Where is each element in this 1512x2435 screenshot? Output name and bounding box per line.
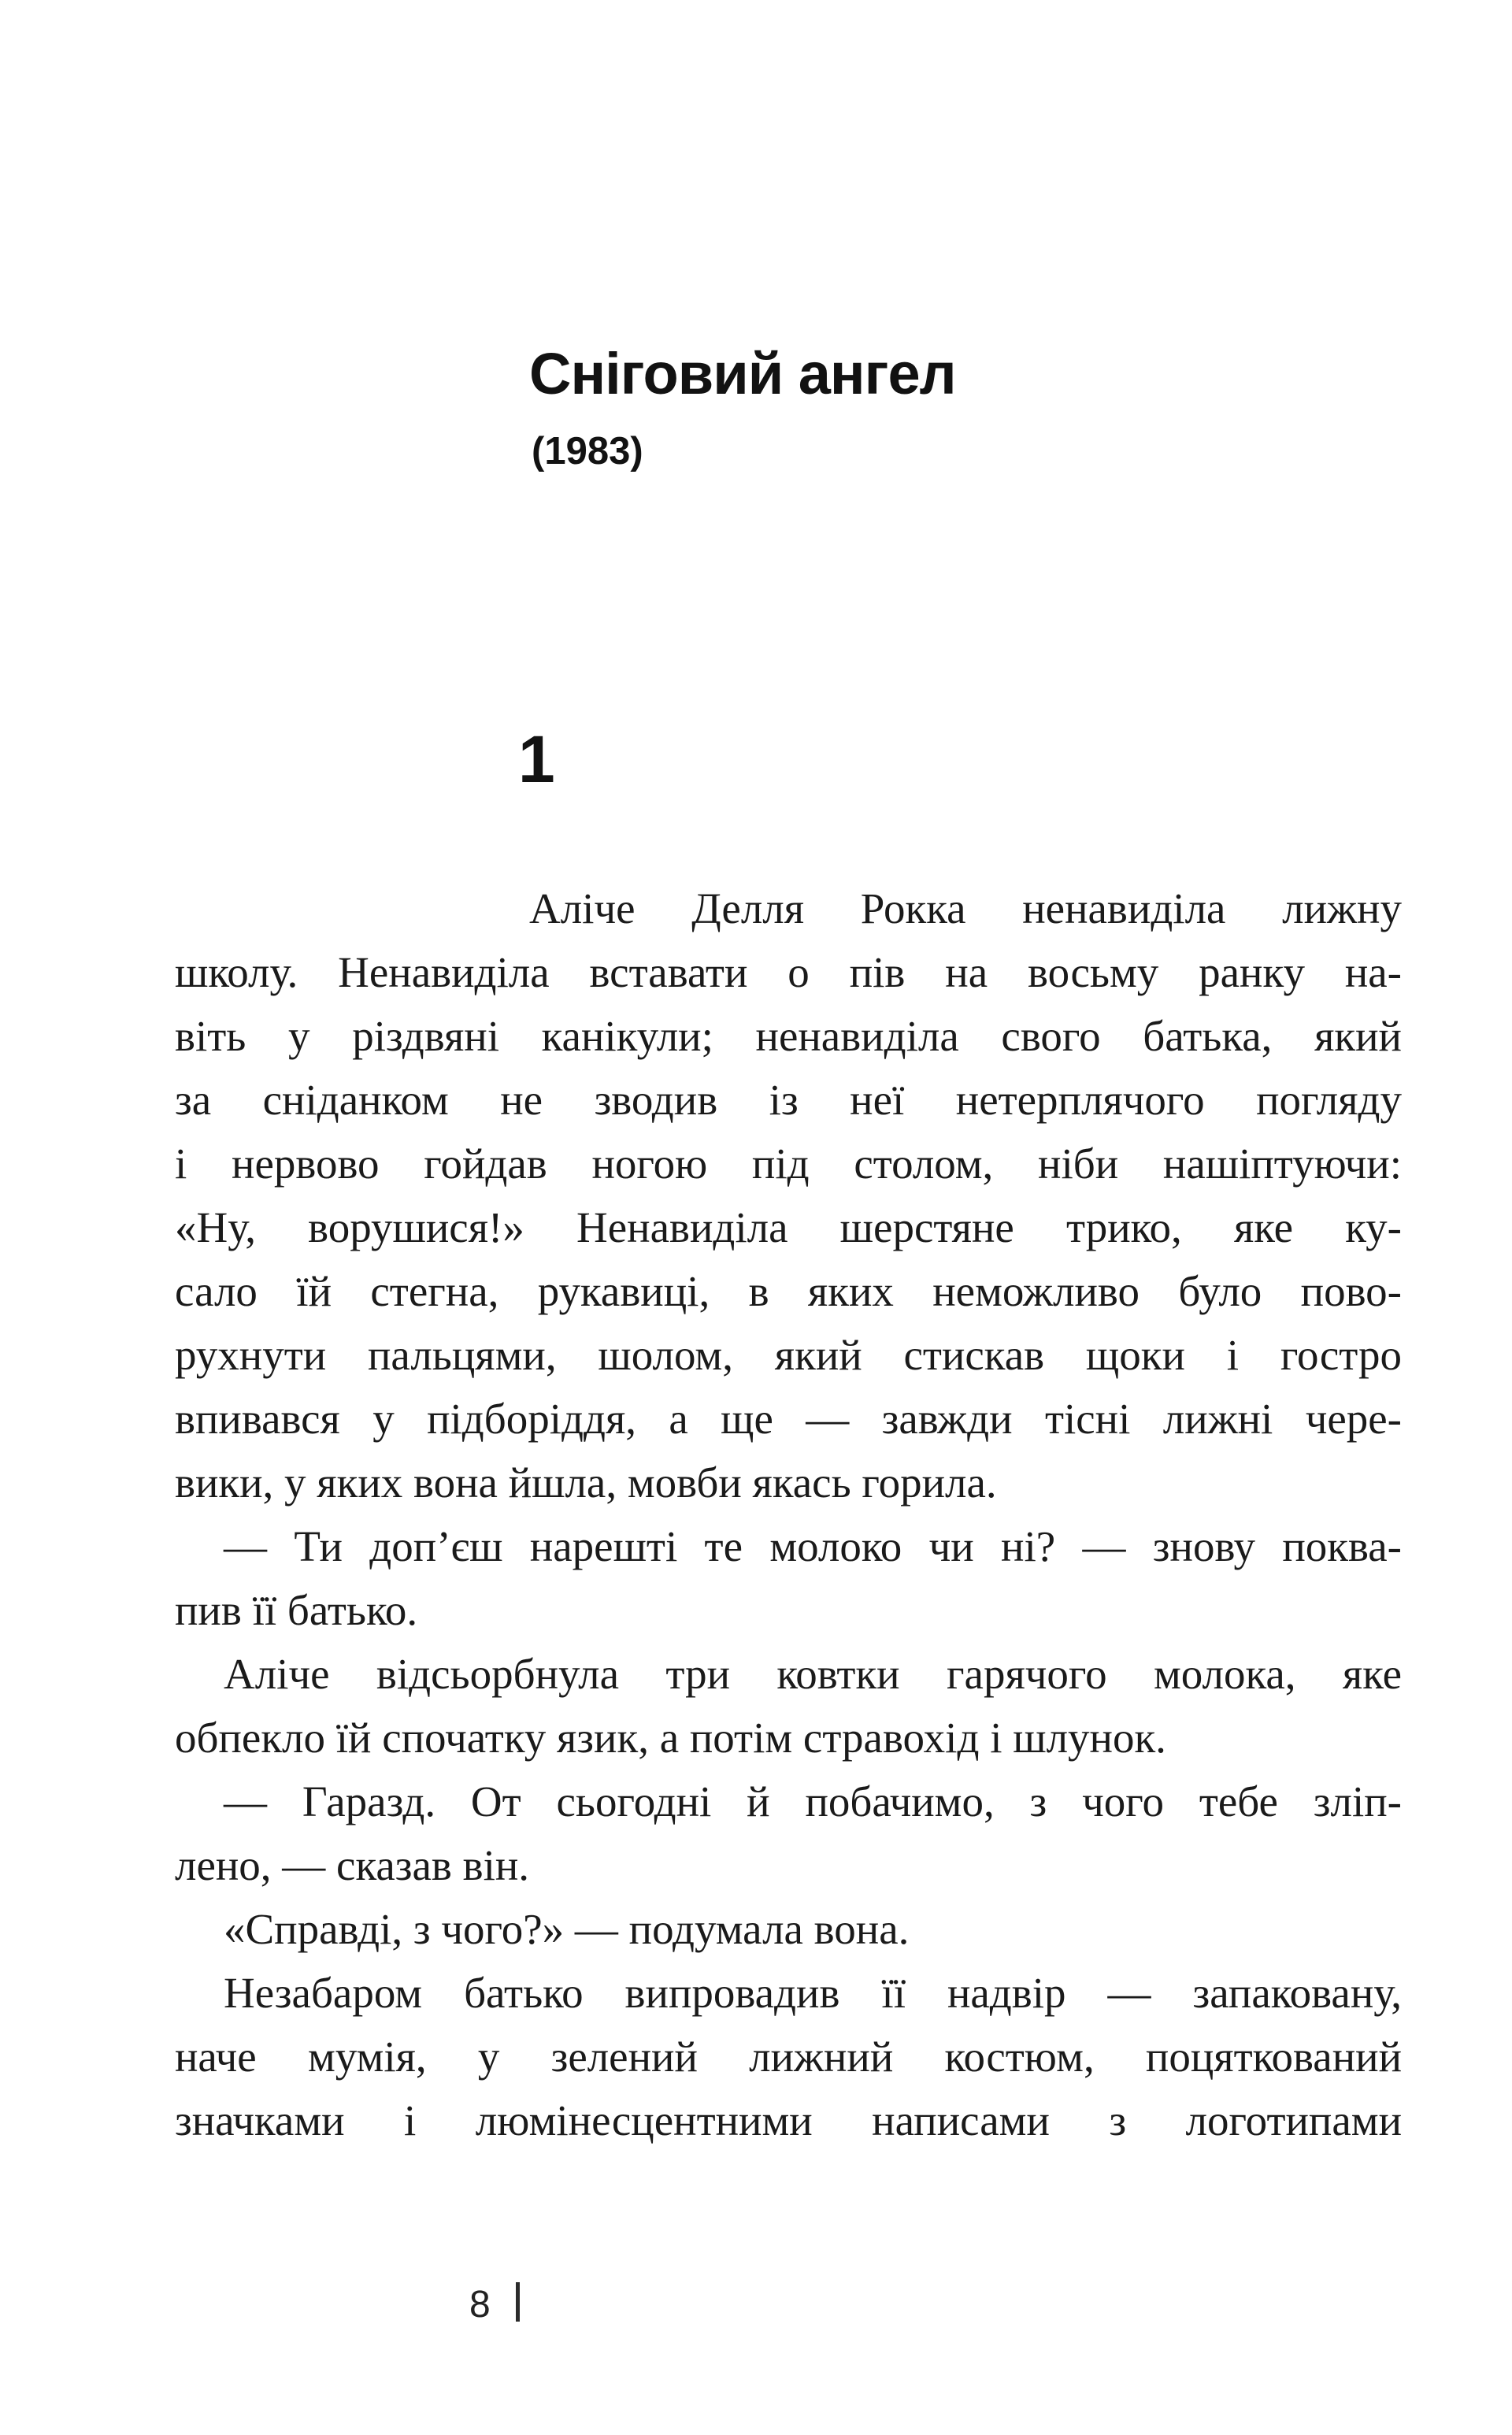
text-line: і нервово гойдав ногою під столом, ніби нашіптуючи: xyxy=(175,1140,1402,1188)
text-line: Незабаром батько випровадив її надвір — запаковану, xyxy=(224,1969,1402,2017)
chapter-number: 1 xyxy=(518,722,555,796)
text-line: впивався у підборіддя, а ще — завжди тісні лижні чере- xyxy=(175,1395,1402,1443)
text-line: Аліче відсьорбнула три ковтки гарячого молока, яке xyxy=(224,1650,1402,1698)
text-line: Аліче Делля Рокка ненавиділа лижну xyxy=(529,884,1402,932)
text-line: школу. Ненавиділа вставати о пів на восьму ранку на- xyxy=(175,948,1402,996)
body-text xyxy=(175,877,1402,2152)
text-line: обпекло їй спочатку язик, а потім стравохід і шлунок. xyxy=(175,1714,1166,1762)
text-line: «Справді, з чого?» — подумала вона. xyxy=(224,1905,910,1953)
text-line: рухнути пальцями, шолом, який стискав щоки і гостро xyxy=(175,1331,1402,1379)
text-line: наче мумія, у зелений лижний костюм, поцяткований xyxy=(175,2033,1402,2081)
text-line: за сніданком не зводив із неї нетерплячого погляду xyxy=(175,1076,1402,1124)
folio-divider xyxy=(516,2282,520,2322)
page-number: 8 xyxy=(469,2284,491,2326)
text-line: — Гаразд. От сьогодні й побачимо, з чого тебе зліп- xyxy=(224,1777,1402,1825)
text-line: віть у різдвяні канікули; ненавиділа свого батька, який xyxy=(175,1012,1402,1060)
text-line: вики, у яких вона йшла, мовби якась горила. xyxy=(175,1458,997,1507)
chapter-title: Сніговий ангел xyxy=(529,341,956,406)
text-line: — Ти доп’єш нарешті те молоко чи ні? — знову поква- xyxy=(224,1522,1402,1570)
text-line: пив її батько. xyxy=(175,1586,418,1634)
text-line: «Ну, ворушися!» Ненавиділа шерстяне трико, яке ку- xyxy=(175,1203,1402,1251)
chapter-year: (1983) xyxy=(532,430,643,473)
page-footer xyxy=(469,2285,491,2326)
text-line: сало їй стегна, рукавиці, в яких неможливо було пово- xyxy=(175,1267,1402,1315)
text-line: лено, — сказав він. xyxy=(175,1841,530,1889)
text-line: значками і люмінесцентними написами з логотипами xyxy=(175,2096,1402,2144)
